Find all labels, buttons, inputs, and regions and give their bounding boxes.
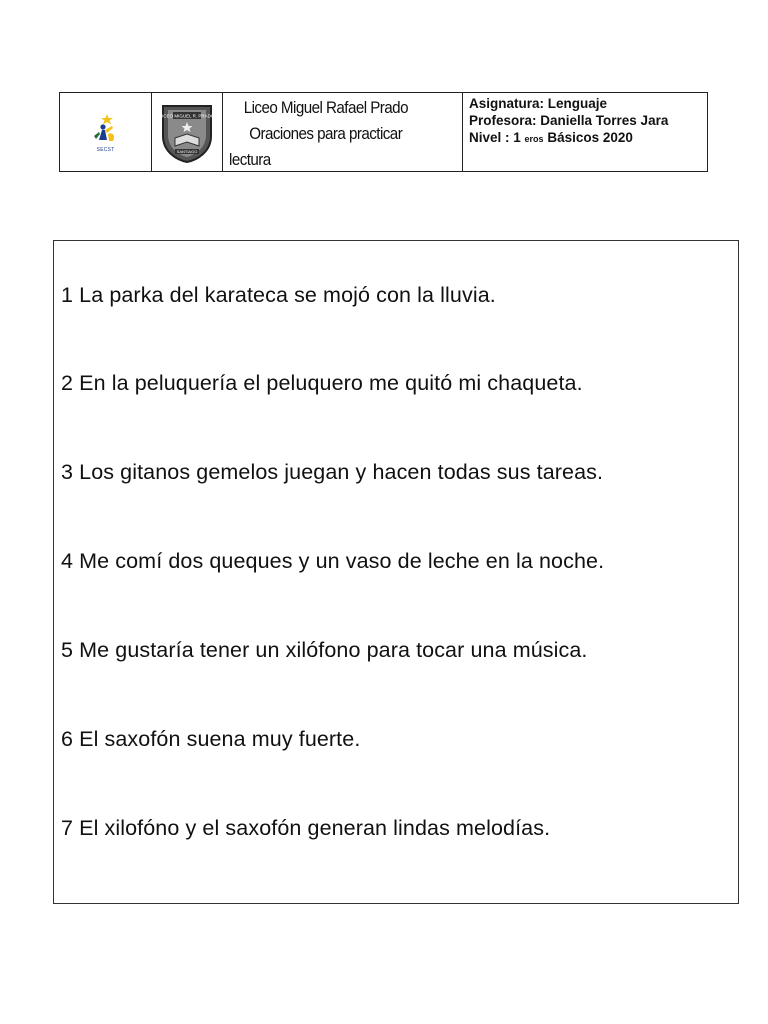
sentence-3: 3 Los gitanos gemelos juegan y hacen todas sus tareas. [61, 460, 604, 484]
crest-text-bottom: SANTIAGO [176, 149, 198, 154]
level-prefix: Nivel : 1 [469, 130, 521, 145]
secst-logo-icon [86, 112, 126, 146]
document-title-continued: lectura [229, 151, 271, 169]
level-superscript: eros [524, 134, 544, 144]
sentence-7: 7 El xilofóno y el saxofón generan lindas melodías. [61, 816, 551, 840]
secst-logo-text: SECST [96, 146, 115, 153]
sentence-1: 1 La parka del karateca se mojó con la lluvia. [61, 283, 496, 307]
school-info-cell [223, 93, 463, 171]
school-crest-cell [152, 93, 223, 171]
sentences-box [53, 240, 739, 904]
crest-text-top: LICEO MIGUEL R. PRADO [159, 113, 215, 119]
header-table [59, 92, 708, 172]
school-name: Liceo Miguel Rafael Prado [243, 99, 408, 117]
school-crest-icon [159, 100, 215, 164]
sentence-5: 5 Me gustaría tener un xilófono para tocar una música. [61, 638, 588, 662]
teacher-line: Profesora: Daniella Torres Jara [469, 113, 669, 128]
level-suffix: Básicos 2020 [547, 130, 633, 145]
sentence-6: 6 El saxofón suena muy fuerte. [61, 727, 361, 751]
course-info-cell [463, 93, 707, 171]
sentence-2: 2 En la peluquería el peluquero me quitó mi chaqueta. [61, 371, 583, 395]
sentence-4: 4 Me comí dos queques y un vaso de leche en la noche. [61, 549, 605, 573]
subject-line: Asignatura: Lenguaje [469, 96, 608, 111]
document-title: Oraciones para practicar [249, 125, 403, 143]
secst-logo-cell [60, 93, 152, 171]
level-line [469, 129, 701, 148]
